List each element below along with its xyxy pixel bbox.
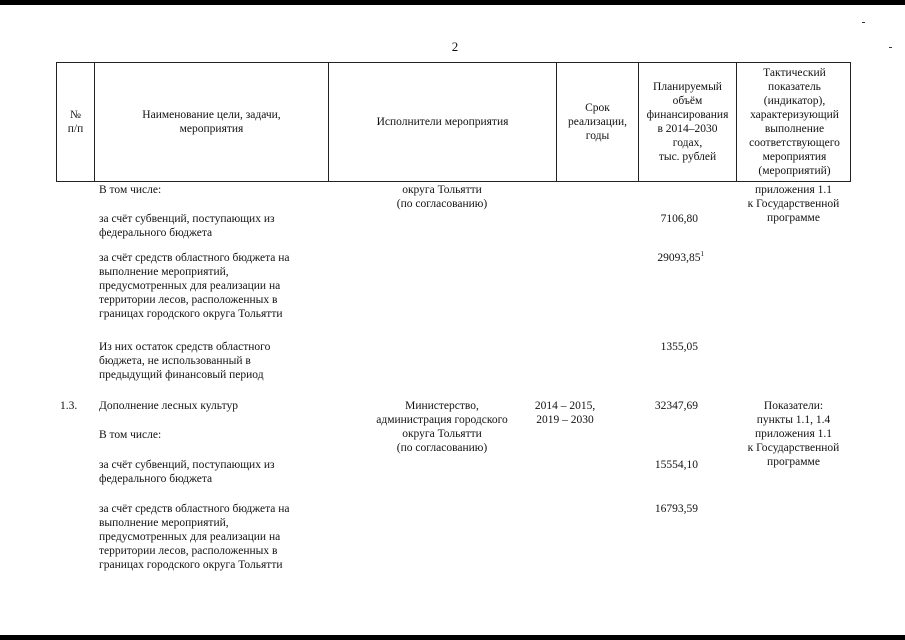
scan-top-border xyxy=(0,0,905,5)
header-cell-financing: Планируемый объём финансирования в 2014–2030 годах, тыс. рублей xyxy=(639,63,737,181)
federal-funding-label: за счёт субвенций, поступающих из федерального бюджета xyxy=(99,213,275,239)
header-cell-period: Срок реализации, годы xyxy=(557,63,639,181)
remainder-label: Из них остаток средств областного бюджета, не использованный в предыдущий финансовый период xyxy=(99,341,271,381)
regional-funding-value: 16793,59 xyxy=(654,503,698,515)
executor-cell: Министерство, администрация городского округа Тольятти (по согласованию) xyxy=(376,400,508,454)
total-funding-value: 32347,69 xyxy=(654,400,698,412)
regional-funding-value: 29093,85$^1$ xyxy=(657,250,704,264)
federal-funding-label: за счёт субвенций, поступающих из федерального бюджета xyxy=(99,459,275,485)
period-cell: 2014 – 2015, 2019 – 2030 xyxy=(534,400,596,426)
scan-speck xyxy=(889,47,892,48)
header-cell-name: Наименование цели, задачи, мероприятия xyxy=(95,63,329,181)
footnote-mark: 1 xyxy=(700,250,704,259)
scan-speck xyxy=(862,22,865,23)
indicator-cell: Показатели: пункты 1.1, 1.4 приложения 1.1 к Государственной программе xyxy=(747,400,840,468)
item-number: 1.3. xyxy=(60,400,78,412)
regional-funding-label: за счёт средств областного бюджета на выполнение мероприятий, предусмотренных для реализации на территории лесов, расположенных в границах городского округа Тольятти xyxy=(99,503,290,571)
regional-funding-label: за счёт средств областного бюджета на выполнение мероприятий, предусмотренных для реализации на территории лесов, расположенных в границах городского округа Тольятти xyxy=(99,252,290,320)
including-label: В том числе: xyxy=(99,184,162,196)
header-cell-executor: Исполнители мероприятия xyxy=(329,63,557,181)
including-label: В том числе: xyxy=(99,429,162,441)
remainder-value: 1355,05 xyxy=(660,341,698,353)
federal-funding-value: 7106,80 xyxy=(660,213,698,225)
federal-funding-value: 15554,10 xyxy=(654,459,698,471)
indicator-cell: приложения 1.1 к Государственной программе xyxy=(747,184,840,224)
header-cell-number: № п/п xyxy=(57,63,95,181)
scan-bottom-border xyxy=(0,635,905,640)
item-name: Дополнение лесных культур xyxy=(99,400,238,412)
table-header xyxy=(56,62,851,182)
executor-cell: округа Тольятти (по согласованию) xyxy=(396,184,488,210)
header-cell-indicator: Тактический показатель (индикатор), характеризующий выполнение соответствующего мероприятия (мероприятий) xyxy=(749,67,840,177)
page-number: 2 xyxy=(451,39,459,54)
